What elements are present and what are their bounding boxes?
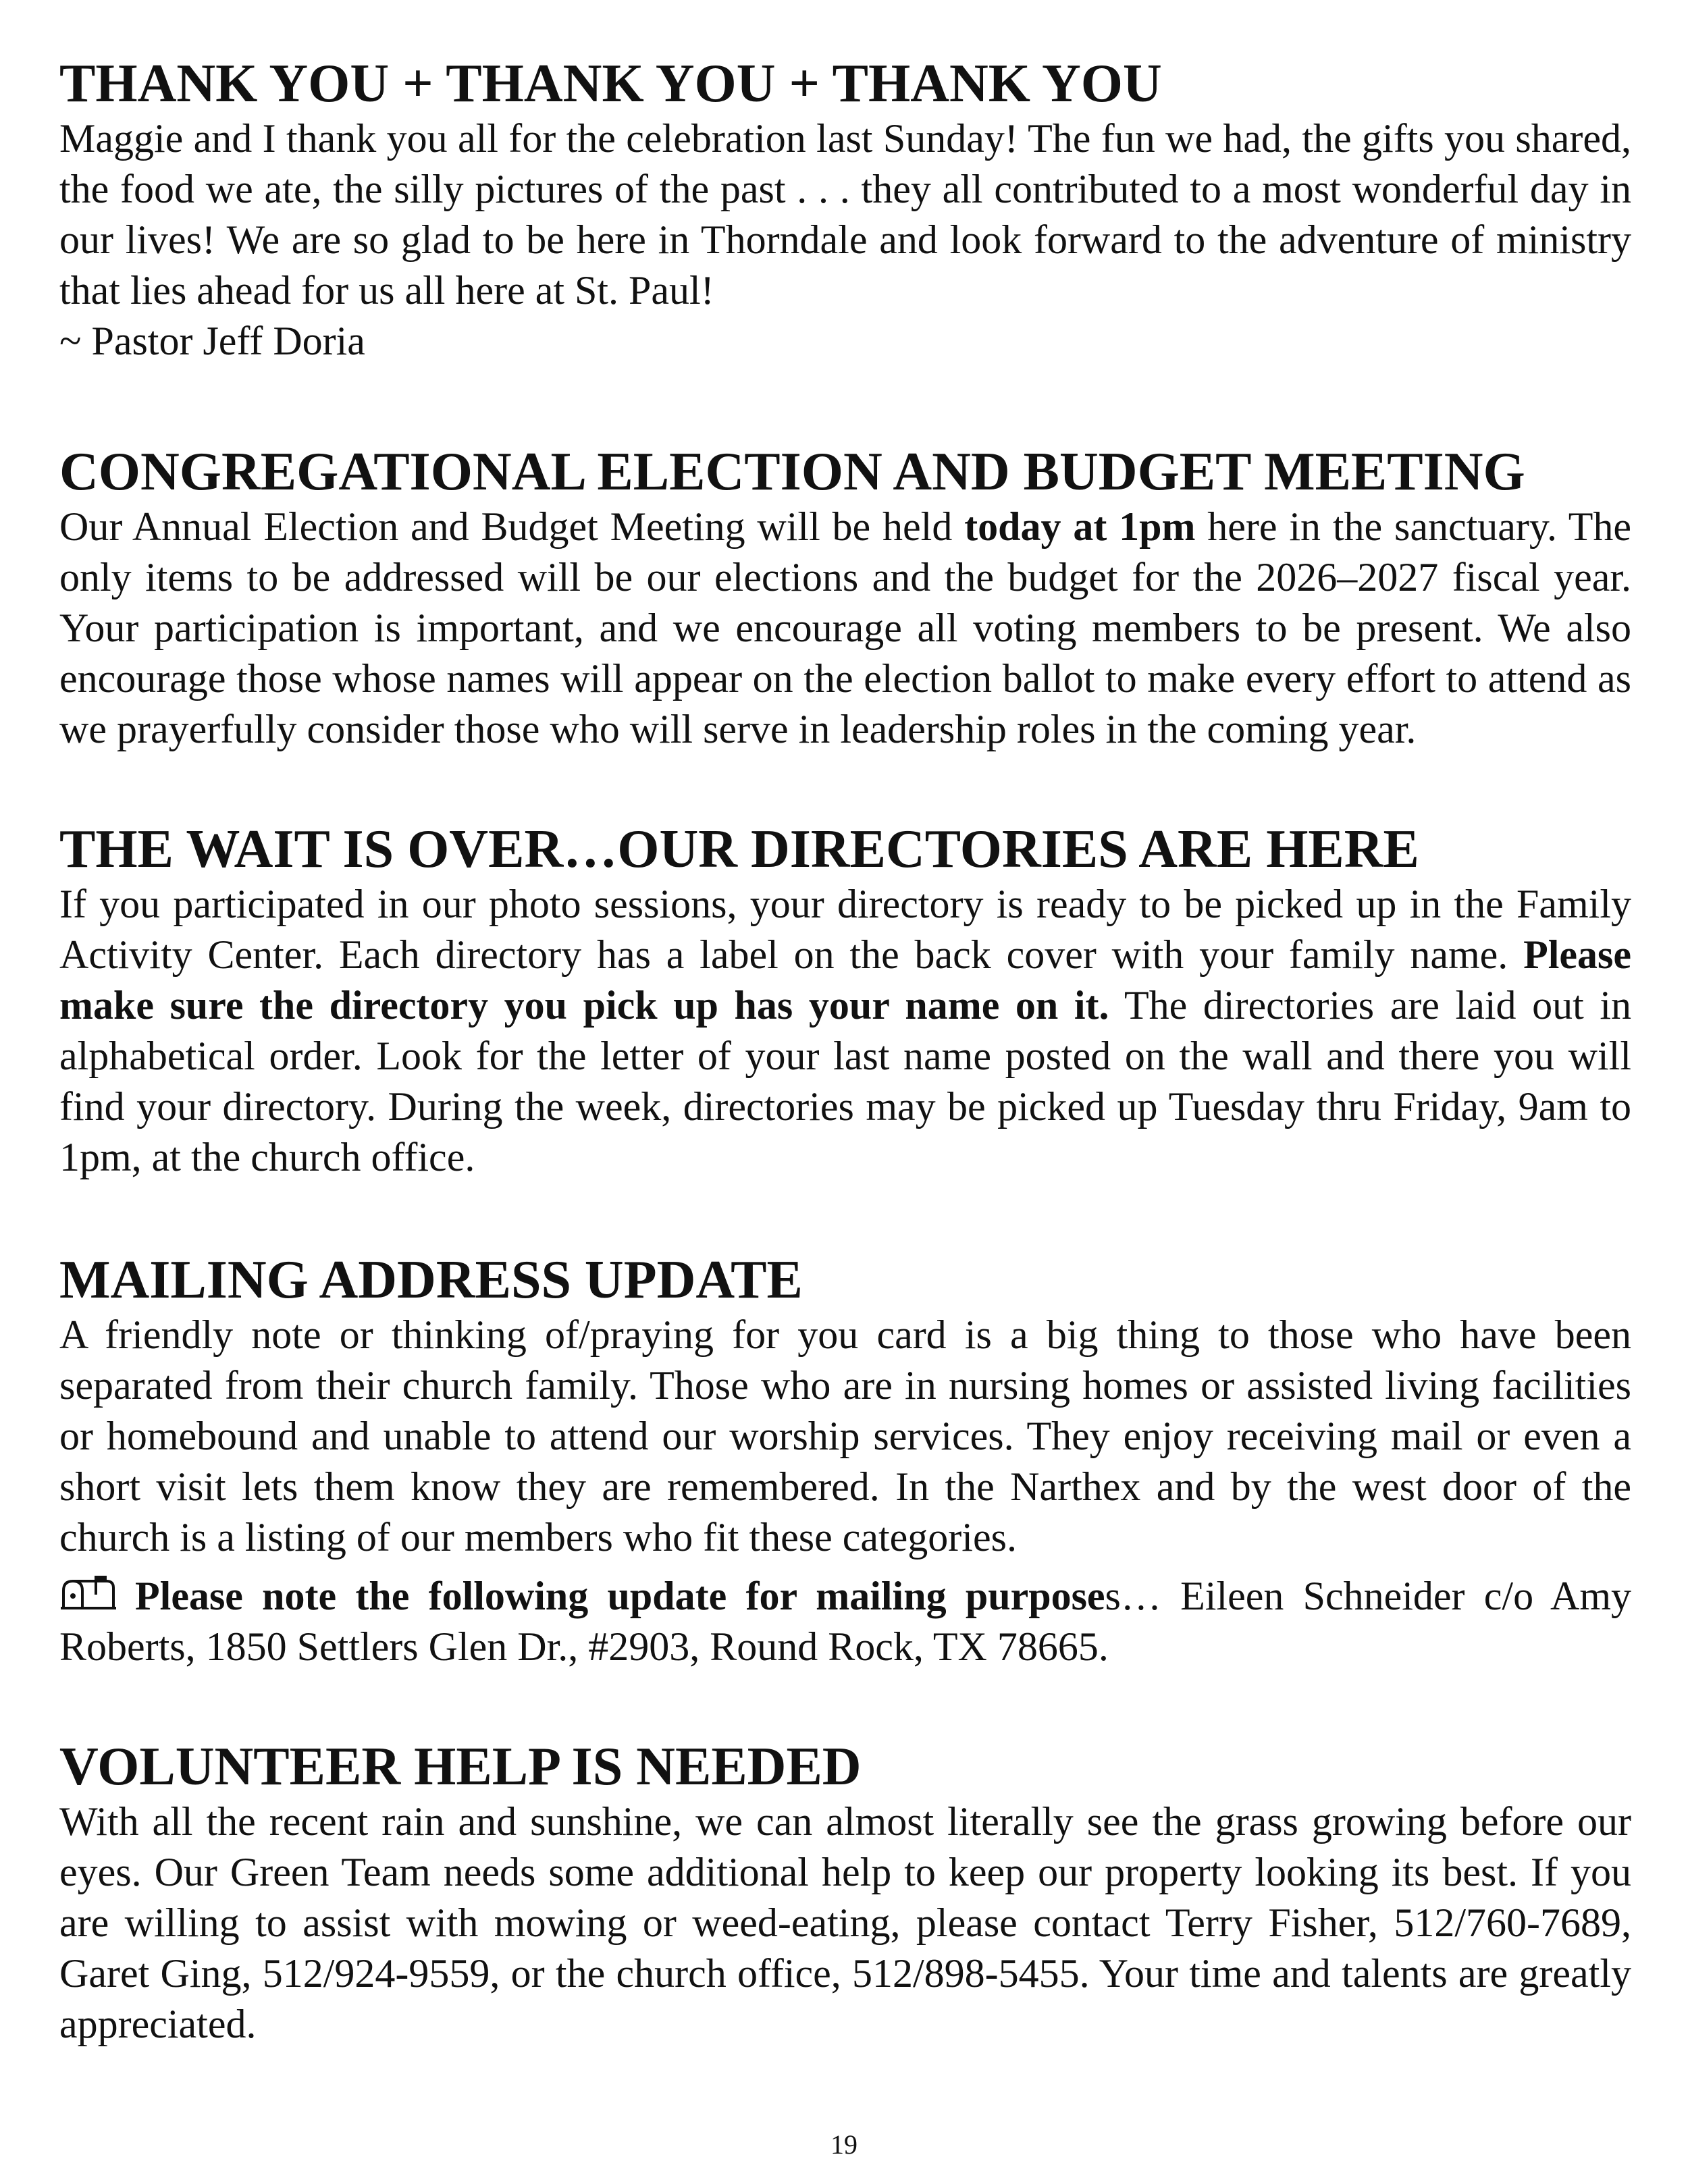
election-meeting-body [59,502,1631,755]
bulletin-page [59,54,1631,2123]
election-body-text-2: here in the sanctuary. The only items to be addressed will be our elections and the budget for the 2026–2027 fiscal year. Your participation is important, and we encourage all voting members to be present. We also encourage those whose names will appear on the election ballot to make every effort to attend as we prayerfully consider those who will serve in leadership roles in the coming year. [59,504,1631,751]
election-body-text-1: Our Annual Election and Budget Meeting will be held [59,504,965,549]
directories-body-text-1: If you participated in our photo sessions, your directory is ready to be picked up in the Family Activity Center. Each directory has a label on the back cover with your family name. [59,882,1631,977]
thank-you-heading: THANK YOU + THANK YOU + THANK YOU [59,54,1162,113]
thank-you-body: Maggie and I thank you all for the celebration last Sunday! The fun we had, the gifts you shared, the food we ate, the silly pictures of the past . . . they all contributed to a most wonderful day in our lives! We are so glad to be here in Thorndale and look forward to the adventure of ministry that lies ahead for us all here at St. Paul! [59,116,1631,313]
directories-heading: THE WAIT IS OVER…OUR DIRECTORIES ARE HERE [59,820,1419,879]
mailing-update-address: s… Eileen Schneider c/o Amy Roberts, 1850 Settlers Glen Dr., #2903, Round Rock, TX 78665. [59,1574,1631,1669]
directories-body [59,879,1631,1183]
meeting-time-emphasis: today at 1pm [964,504,1196,549]
mailing-address-body: A friendly note or thinking of/praying for you card is a big thing to those who have been separated from their church family. Those who are in nursing homes or assisted living facilities or homebound and unable to attend our worship services. They enjoy receiving mail or even a short visit lets them know they are remembered. In the Narthex and by the west door of the church is a listing of our members who fit these categories. [59,1312,1631,1560]
mailing-address-section [59,1250,1631,1672]
thank-you-section [59,54,1631,367]
election-meeting-heading: CONGREGATIONAL ELECTION AND BUDGET MEETING [59,442,1525,502]
volunteer-body: With all the recent rain and sunshine, we can almost literally see the grass growing before our eyes. Our Green Team needs some additional help to keep our property looking its best. If you are willing to assist with mowing or weed-eating, please contact Terry Fisher, 512/760-7689, Garet Ging, 512/924-9559, or the church office, 512/898-5455. Your time and talents are greatly appreciated. [59,1799,1631,2046]
pastor-signature: ~ Pastor Jeff Doria [59,319,365,363]
mailing-address-heading: MAILING ADDRESS UPDATE [59,1250,803,1310]
volunteer-section [59,1737,1631,2050]
directory-name-notice: Please make sure the directory you pick up has your name on it. [59,932,1631,1028]
mailbox-icon [59,1574,117,1612]
directories-body-text-2: The directories are laid out in alphabetical order. Look for the letter of your last name posted on the wall and there you will find your directory. During the week, directories may be picked up Tuesday thru Friday, 9am to 1pm, at the church office. [59,983,1631,1179]
mailing-update-note [59,1571,1631,1672]
directories-section [59,820,1631,1183]
volunteer-heading: VOLUNTEER HELP IS NEEDED [59,1737,862,1796]
mailing-update-label: Please note the following update for mailing purpose [135,1574,1105,1618]
election-meeting-section [59,442,1631,755]
page-number: 19 [830,2129,858,2160]
